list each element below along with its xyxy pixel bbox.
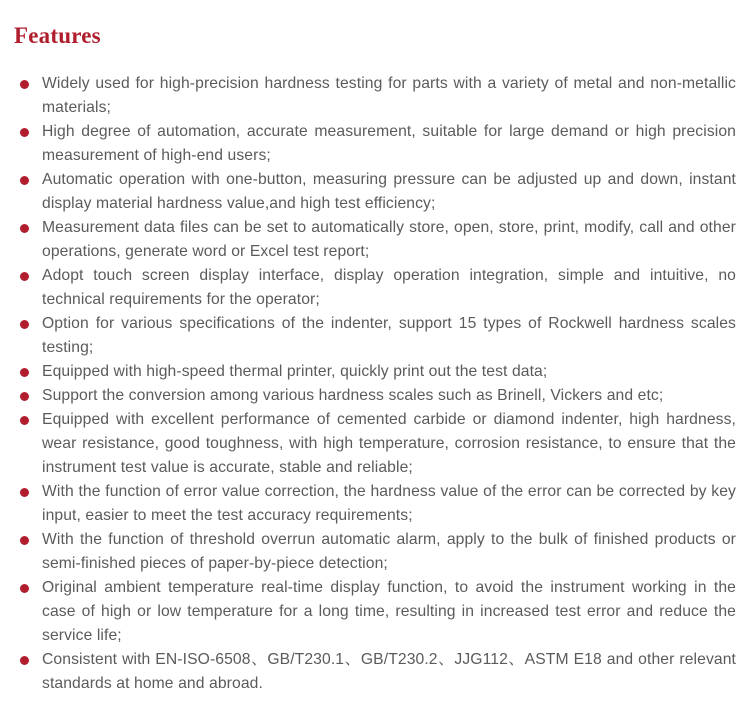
features-list — [0, 72, 750, 696]
feature-item-text: Equipped with excellent performance of cemented carbide or diamond indenter, high hardness, wear resistance, good toughness, with high temperature, corrosion resistance, to ensure that the instrument test value is accurate, stable and reliable; — [42, 411, 736, 476]
bullet-icon — [20, 584, 29, 593]
bullet-icon — [20, 128, 29, 137]
bullet-icon — [20, 320, 29, 329]
bullet-icon — [20, 176, 29, 185]
bullet-icon — [20, 368, 29, 377]
feature-item-text: Original ambient temperature real-time display function, to avoid the instrument working in the case of high or low temperature for a long time, resulting in increased test error and reduce the service life; — [42, 579, 736, 644]
bullet-icon — [20, 488, 29, 497]
list-item — [20, 648, 736, 696]
list-item — [20, 72, 736, 120]
feature-item-text: Consistent with EN-ISO-6508、GB/T230.1、GB/T230.2、JJG112、ASTM E18 and other relevant standards at home and abroad. — [42, 651, 736, 692]
list-item — [20, 216, 736, 264]
list-item — [20, 408, 736, 480]
list-item — [20, 384, 736, 408]
feature-item-text: Automatic operation with one-button, measuring pressure can be adjusted up and down, instant display material hardness value,and high test efficiency; — [42, 171, 736, 212]
list-item — [20, 528, 736, 576]
bullet-icon — [20, 80, 29, 89]
bullet-icon — [20, 416, 29, 425]
bullet-icon — [20, 656, 29, 665]
feature-item-text: High degree of automation, accurate measurement, suitable for large demand or high precision measurement of high-end users; — [42, 123, 736, 164]
list-item — [20, 360, 736, 384]
list-item — [20, 264, 736, 312]
feature-item-text: With the function of error value correction, the hardness value of the error can be corrected by key input, easier to meet the test accuracy requirements; — [42, 483, 736, 524]
list-item — [20, 120, 736, 168]
bullet-icon — [20, 272, 29, 281]
list-item — [20, 480, 736, 528]
list-item — [20, 312, 736, 360]
feature-item-text: Support the conversion among various hardness scales such as Brinell, Vickers and etc; — [42, 387, 664, 404]
list-item — [20, 576, 736, 648]
feature-item-text: With the function of threshold overrun automatic alarm, apply to the bulk of finished products or semi-finished pieces of paper-by-piece detection; — [42, 531, 736, 572]
feature-item-text: Measurement data files can be set to automatically store, open, store, print, modify, call and other operations, generate word or Excel test report; — [42, 219, 736, 260]
bullet-icon — [20, 392, 29, 401]
feature-item-text: Option for various specifications of the indenter, support 15 types of Rockwell hardness scales testing; — [42, 315, 736, 356]
feature-item-text: Adopt touch screen display interface, display operation integration, simple and intuitive, no technical requirements for the operator; — [42, 267, 736, 308]
feature-item-text: Widely used for high-precision hardness testing for parts with a variety of metal and non-metallic materials; — [42, 75, 736, 116]
bullet-icon — [20, 224, 29, 233]
list-item — [20, 168, 736, 216]
feature-item-text: Equipped with high-speed thermal printer, quickly print out the test data; — [42, 363, 548, 380]
page-title: Features — [14, 23, 101, 48]
bullet-icon — [20, 536, 29, 545]
